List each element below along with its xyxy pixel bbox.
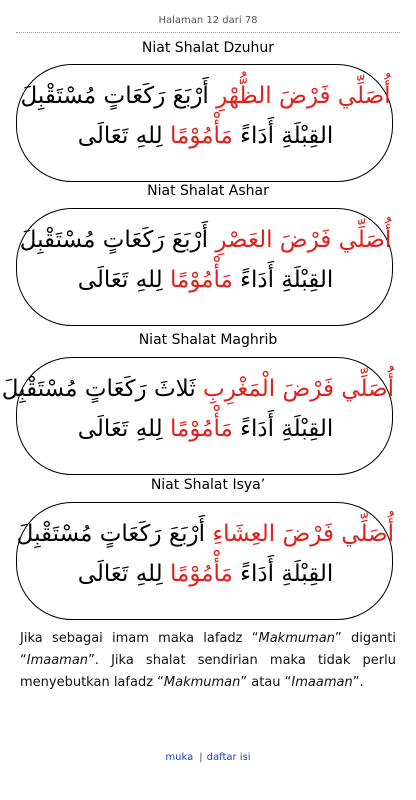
niat-line-1 (17, 225, 394, 255)
niat-highlight: مَأْمُوْمًا (170, 416, 233, 442)
niat-line-2 (17, 121, 394, 151)
niat-text: أَرْبَعَ رَكَعَاتٍ مُسْتَقْبِلَ (20, 83, 209, 109)
niat-text: لِلهِ تَعَالَى (77, 416, 163, 442)
footer-separator: | (199, 752, 203, 763)
note-text: ” diganti “ (20, 631, 396, 668)
niat-text: لِلهِ تَعَالَى (77, 267, 163, 293)
niat-text: ثَلاثَ رَكَعَاتٍ مُسْتَقْبِلَ (1, 376, 196, 402)
niat-text: القِبْلَةِ أَدَاءً (240, 267, 334, 293)
link-table-of-contents[interactable]: daftar isi (206, 752, 251, 763)
niat-line-2 (17, 414, 394, 444)
niat-line-2 (17, 265, 394, 295)
explanation-paragraph (20, 628, 396, 694)
niat-line-1 (1, 374, 394, 404)
section-title-ashar: Niat Shalat Ashar (147, 183, 269, 199)
link-home[interactable]: muka (165, 752, 194, 763)
niat-text: القِبْلَةِ أَدَاءً (240, 123, 334, 149)
note-term: Makmuman (258, 631, 335, 646)
note-text: Jika sebagai imam maka lafadz “ (20, 631, 259, 646)
section-title-dzuhur: Niat Shalat Dzuhur (141, 40, 275, 56)
niat-highlight: مَأْمُوْمًا (170, 267, 233, 293)
note-term: Imaaman (291, 675, 353, 690)
footer-nav (0, 752, 416, 763)
niat-line-1 (17, 519, 394, 549)
note-term: Imaaman (26, 653, 89, 668)
niat-text: لِلهِ تَعَالَى (77, 561, 163, 587)
note-text: ”. (352, 675, 364, 690)
niat-text: القِبْلَةِ أَدَاءً (240, 561, 334, 587)
niat-box-maghrib (1, 357, 394, 475)
note-text: ”. Jika shalat sendirian maka tidak perlu menyebutkan lafadz “ (20, 653, 396, 690)
niat-highlight: مَأْمُوْمًا (170, 561, 233, 587)
niat-line-1 (17, 81, 394, 111)
niat-box-isya (16, 502, 393, 620)
niat-text: أَرْبَعَ رَكَعَاتٍ مُسْتَقْبِلَ (19, 227, 209, 253)
niat-text: لِلهِ تَعَالَى (77, 123, 163, 149)
niat-highlight: أُصَلِّي فَرْضَ الظُّهْرِ (216, 83, 391, 109)
niat-highlight: أُصَلِّي فَرْضَ الْمَغْرِبِ (203, 376, 394, 402)
niat-box-dzuhur (16, 64, 393, 182)
header-divider (16, 32, 400, 33)
niat-box-ashar (16, 208, 393, 326)
page-number-label: Halaman 12 dari 78 (158, 15, 258, 26)
section-title-isya: Niat Shalat Isya’ (150, 477, 266, 493)
note-term: Makmuman (163, 675, 241, 690)
section-title-maghrib: Niat Shalat Maghrib (138, 332, 278, 348)
note-text: ” atau “ (240, 675, 292, 690)
niat-line-2 (17, 559, 394, 589)
niat-text: القِبْلَةِ أَدَاءً (240, 416, 334, 442)
niat-highlight: أُصَلِّي فَرْضَ العَصْرِ (215, 227, 392, 253)
niat-highlight: أُصَلِّي فَرْضَ العِشَاءِ (212, 521, 394, 547)
niat-text: أَرْبَعَ رَكَعَاتٍ مُسْتَقْبِلَ (16, 521, 206, 547)
niat-highlight: مَأْمُوْمًا (170, 123, 233, 149)
